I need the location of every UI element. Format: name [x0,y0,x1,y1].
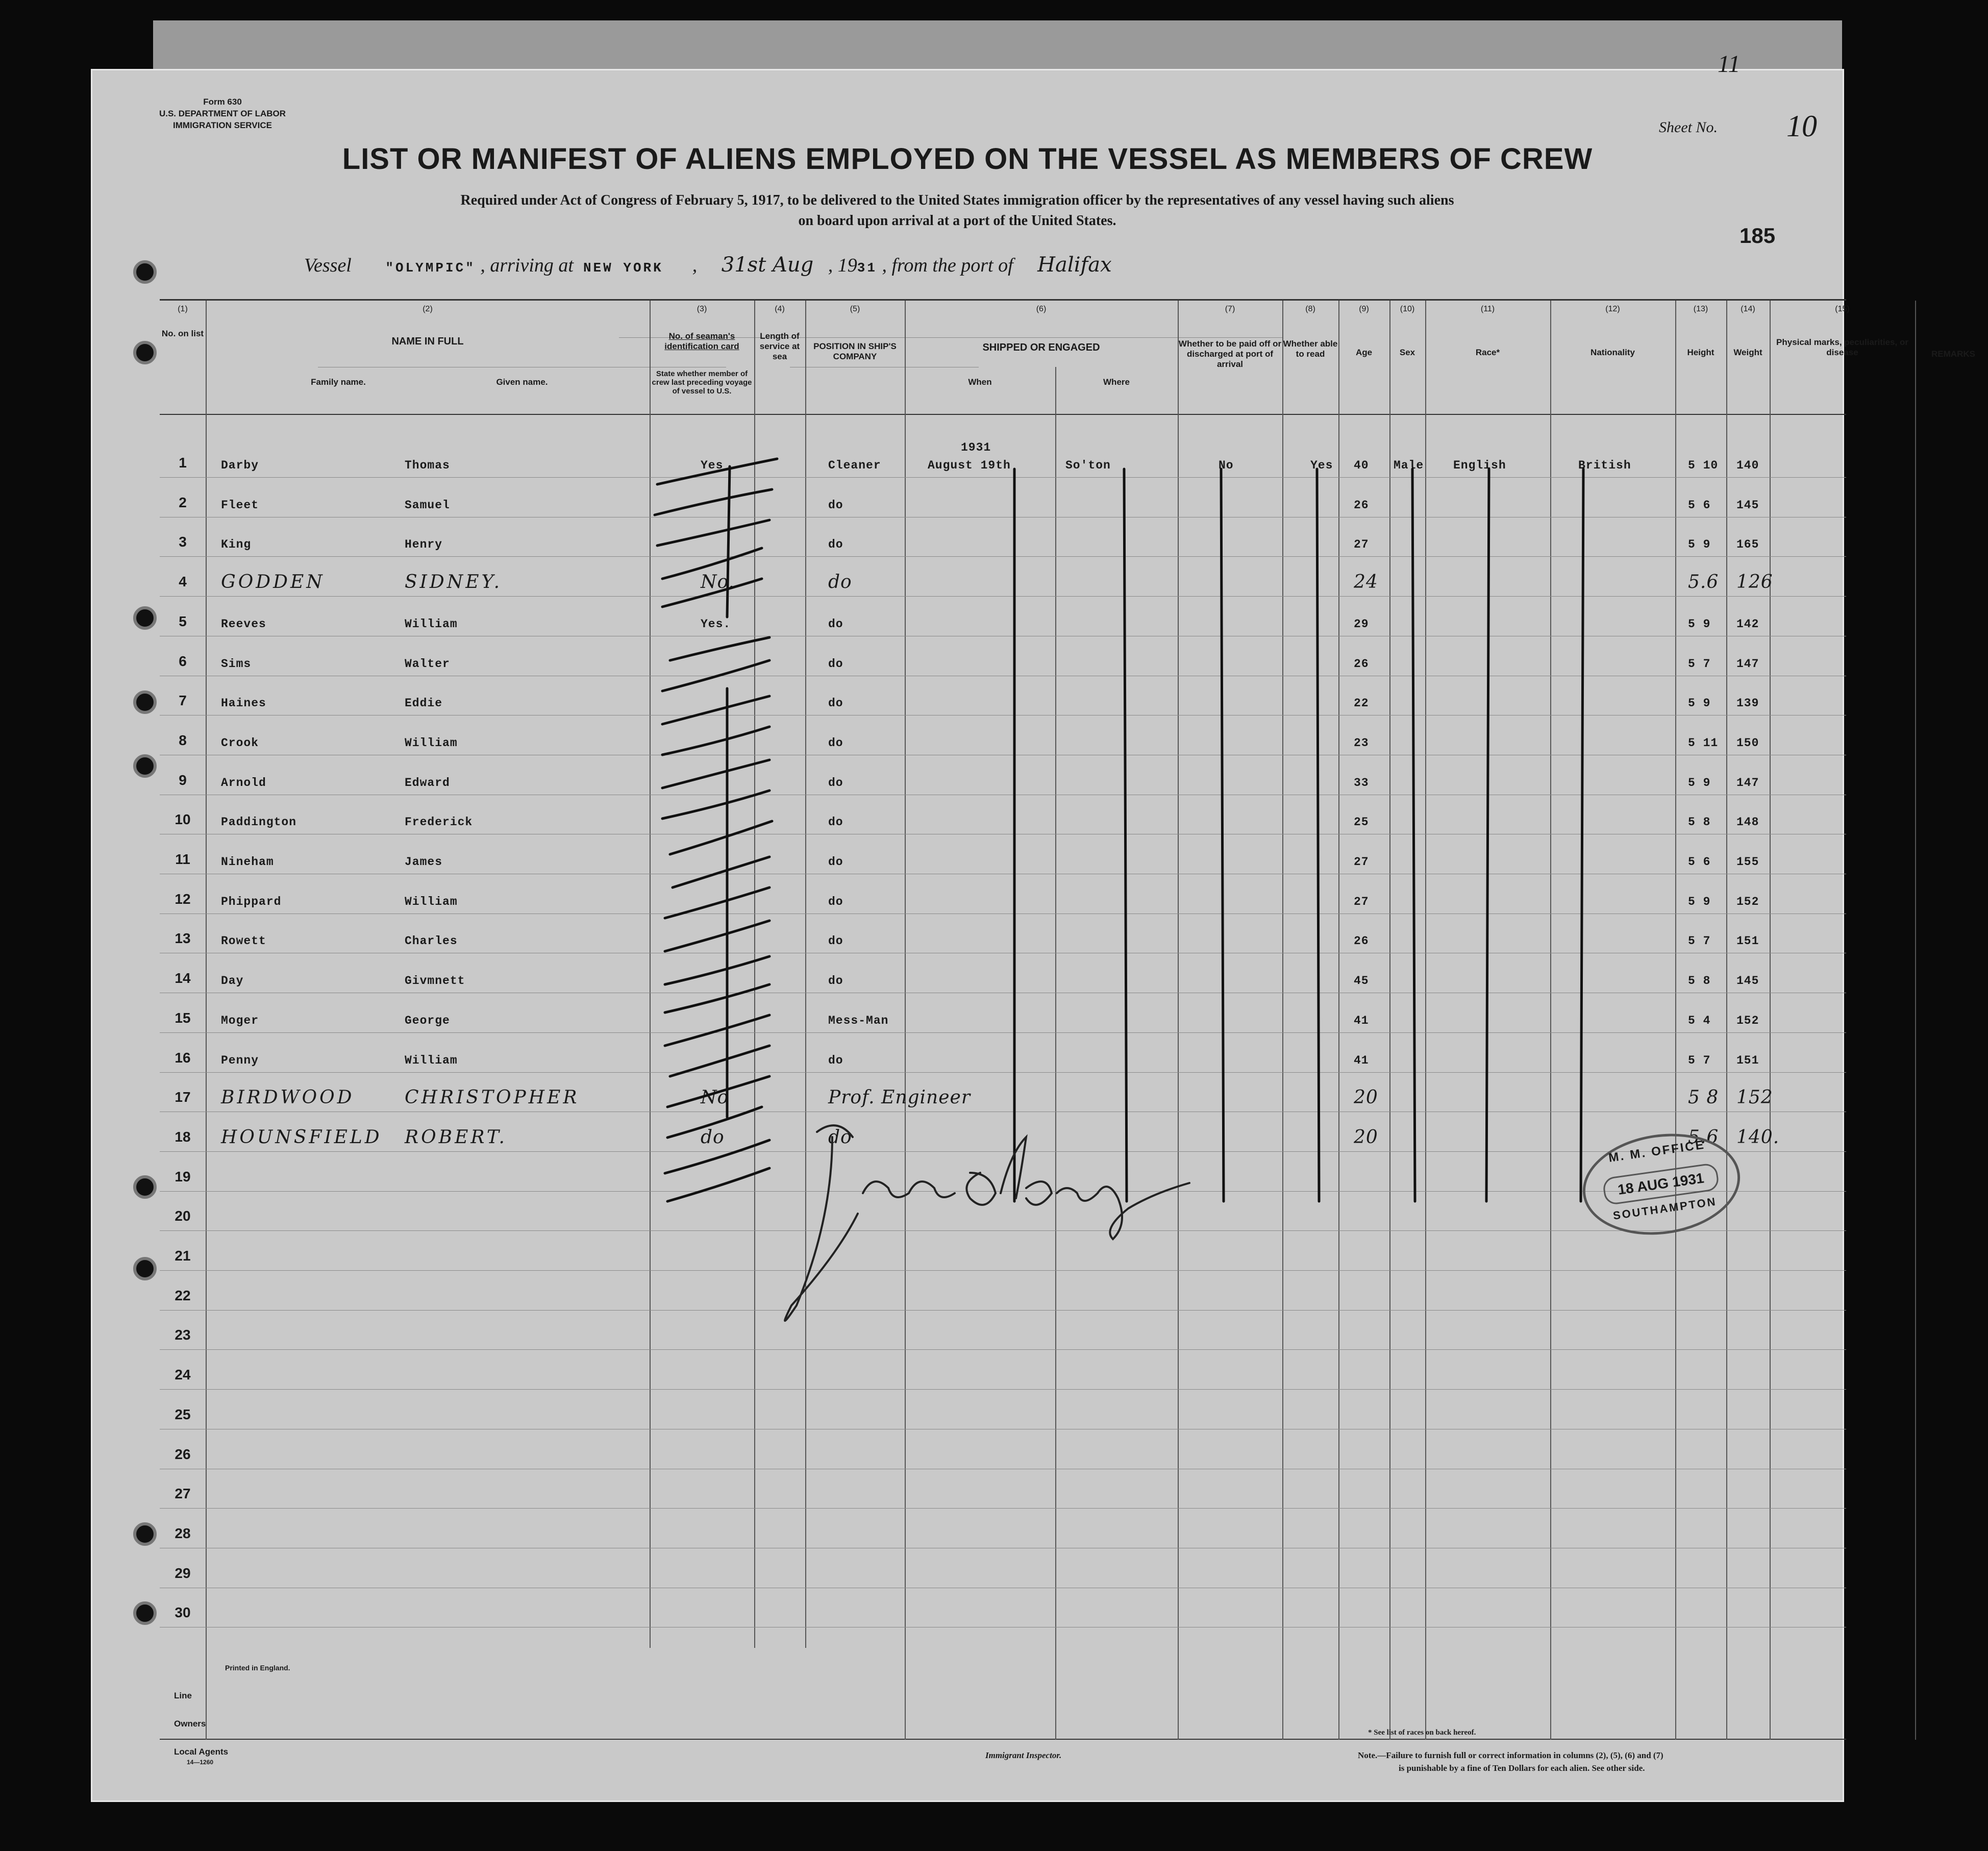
position: do [828,855,843,869]
form-number: Form 630 [203,97,242,107]
corner-mark: 11 [1718,51,1741,78]
header-paid-off: Whether to be paid off or discharged at port of arrival [1178,339,1282,369]
family-name: Rowett [221,934,266,948]
sheet-no-value: 10 [1786,109,1817,143]
sex: Male [1394,459,1424,472]
age: 22 [1354,697,1369,710]
previous-voyage: Yes. [701,617,731,631]
inspector-label: Immigrant Inspector. [985,1750,1062,1760]
position: Cleaner [828,459,881,472]
position: do [828,1053,843,1067]
position: do [828,736,843,750]
weight: 152 [1736,1014,1759,1027]
weight: 152 [1736,1087,1773,1108]
age: 24 [1354,572,1378,593]
family-name: Crook [221,736,259,750]
family-name: Sims [221,657,252,671]
row-number: 11 [175,851,190,867]
header-shipped: SHIPPED OR ENGAGED [982,342,1100,353]
position: do [828,974,843,988]
department: U.S. DEPARTMENT OF LABOR [159,109,286,118]
header-prev-voyage: State whether member of crew last preceding voyage of vessel to U.S. [652,369,752,396]
given-name: SIDNEY. [405,572,503,593]
row-number: 13 [175,930,191,947]
height: 5 9 [1688,538,1711,552]
family-name: GODDEN [221,572,325,593]
height: 5 9 [1688,776,1711,789]
previous-voyage: No [701,1087,729,1108]
given-name: ROBERT. [405,1126,507,1148]
row-number: 25 [175,1406,191,1422]
height: 5.6 [1688,572,1719,593]
header-weight: Weight [1733,348,1762,357]
given-name: George [405,1014,450,1027]
height: 5 9 [1688,697,1711,710]
height: 5 10 [1688,459,1719,472]
family-name: Nineham [221,855,274,869]
row-number: 9 [179,772,187,788]
header-age: Age [1355,348,1373,357]
previous-voyage: No. [701,572,735,593]
footer-owners: Owners [174,1719,206,1729]
given-name: Frederick [405,816,473,829]
header-race: Race* [1475,348,1500,357]
row-number: 24 [175,1367,191,1383]
row-number: 27 [175,1486,191,1502]
row-number: 22 [175,1287,191,1303]
crew-table: (1) (2) (3) (4) (5) (6) (7) (8) (9) (10) (11) (12) (13) (14) (15) No. on list NAME IN FULL Family name. Given name. No. of seaman's identification card State whether member of crew last preceding voyage of vessel to U.S. Length of service at sea POSITION IN SHIP'S COMPANY SHIPPED OR ENGAGED When Where Whether to be paid off or discharged at port of arrival Whether able to read Age Sex Race* Nationality Height Weight Physical marks, peculiarities, or disease REMARKS 1 Darby Thomas Yes Cleaner No Yes 40 Male English British 5 10 140 2 Fleet Samuel do 26 5 6 145 3 King Henry do 27 5 9 165 4 GODDEN SIDNEY. No. do 24 5.6 126 5 Reeves William Yes. do 29 5 9 142 6 Sims Walter do 26 5 7 147 7 Haines Eddie do 22 5 9 139 8 Crook William do 23 5 11 150 9 Arnold Edward do 33 5 9 147 10 Paddington Frederick do 25 5 8 148 11 Nineham James do 27 5 6 155 12 Phippard William do 27 5 9 152 13 Rowett Charles do 26 5 7 151 14 Day Givmnett do 45 5 8 145 15 Moger George Mess-Man 41 5 4 152 16 Penny William do 41 5 7 151 17 BIRDWOOD CHRISTOPHER No Prof. Engineer 20 5 8 152 18 HOUNSFIELD ROBERT. do do 20 5.6 140. 19 20 21 22 23 24 25 26 27 28 29 30 1931 August 19th So'ton [160,299,1846,1648]
header-nationality: Nationality [1591,348,1635,357]
row-number: 14 [175,970,191,986]
previous-voyage: Yes [701,459,724,472]
weight: 151 [1736,934,1759,948]
age: 33 [1354,776,1369,789]
arrival-port: NEW YORK [583,260,663,276]
header-when: When [968,377,992,387]
shipped-year: 1931 [961,441,991,454]
header-no: No. on list [161,329,204,338]
row-number: 26 [175,1446,191,1462]
given-name: William [405,736,458,750]
height: 5 6 [1688,498,1711,512]
given-name: William [405,895,458,908]
height: 5 9 [1688,895,1711,908]
row-number: 20 [175,1208,191,1224]
family-name: Haines [221,697,266,710]
row-number: 30 [175,1605,191,1621]
position: do [828,538,843,552]
height: 5 7 [1688,1053,1711,1067]
given-name: William [405,1053,458,1067]
page-number: 185 [1740,224,1776,248]
height: 5 9 [1688,617,1711,631]
position: do [828,934,843,948]
header-height: Height [1687,348,1714,357]
weight: 147 [1736,776,1759,789]
weight: 142 [1736,617,1759,631]
weight: 147 [1736,657,1759,671]
manifest-sheet [91,51,1975,1802]
given-name: Charles [405,934,458,948]
weight: 148 [1736,816,1759,829]
family-name: Penny [221,1053,259,1067]
age: 25 [1354,816,1369,829]
row-number: 16 [175,1049,191,1066]
weight: 152 [1736,895,1759,908]
row-number: 1 [179,455,187,471]
shipped-when: August 19th [928,459,1011,472]
paid-off: No [1219,459,1234,472]
subtitle: Required under Act of Congress of February 5, 1917, to be delivered to the United States immigration officer by the representatives of any vessel having such aliens on board upon arrival at a port of the United States. [460,192,1454,229]
age: 20 [1354,1126,1378,1148]
given-name: William [405,617,458,631]
family-name: Phippard [221,895,282,908]
given-name: Thomas [405,459,450,472]
row-number: 10 [175,811,191,828]
row-number: 2 [179,494,187,510]
row-number: 28 [175,1525,191,1541]
position: Prof. Engineer [828,1087,971,1108]
header-name: NAME IN FULL [391,336,464,347]
weight: 140. [1736,1126,1780,1148]
row-number: 15 [175,1009,191,1026]
age: 26 [1354,498,1369,512]
departure-port: Halifax [1037,253,1112,277]
row-number: 7 [179,693,187,709]
able-to-read: Yes [1310,459,1333,472]
weight: 145 [1736,498,1759,512]
service: IMMIGRATION SERVICE [173,120,272,130]
row-number: 4 [179,574,187,590]
given-name: CHRISTOPHER [405,1087,580,1108]
family-name: King [221,538,252,552]
position: do [828,1126,852,1148]
header-physical: Physical marks, peculiarities, or disease [1776,337,1908,357]
height: 5 7 [1688,657,1711,671]
family-name: Day [221,974,244,988]
family-name: BIRDWOOD [221,1087,355,1108]
row-number: 29 [175,1565,191,1581]
sheet-no-label: Sheet No. [1659,119,1718,136]
given-name: Walter [405,657,450,671]
height: 5 8 [1688,1087,1719,1108]
age: 41 [1354,1014,1369,1027]
family-name: Arnold [221,776,266,789]
age: 45 [1354,974,1369,988]
shipped-where: So'ton [1065,459,1111,472]
penalty-note: Note.—Failure to furnish full or correct information in columns (2), (5), (6) and (7) [1358,1750,1663,1760]
height: 5 4 [1688,1014,1711,1027]
page-title: LIST OR MANIFEST OF ALIENS EMPLOYED ON THE VESSEL AS MEMBERS OF CREW [342,142,1593,176]
header-family: Family name. [311,377,366,387]
row-number: 3 [179,534,187,550]
family-name: Paddington [221,816,297,829]
header-position: POSITION IN SHIP'S COMPANY [813,341,897,361]
office-stamp: M. M. OFFICE 18 AUG 1931 SOUTHAMPTON [1576,1124,1747,1244]
header-where: Where [1103,377,1130,387]
row-number: 8 [179,732,187,748]
age: 27 [1354,855,1369,869]
age: 40 [1354,459,1369,472]
position: Mess-Man [828,1014,889,1027]
footer-agents: Local Agents [174,1747,229,1757]
given-name: Samuel [405,498,450,512]
age: 27 [1354,538,1369,552]
family-name: HOUNSFIELD [221,1126,382,1148]
age: 41 [1354,1053,1369,1067]
vessel-line: Vessel "OLYMPIC" , arriving at NEW YORK , 31st Aug , 1931 , from the port of Halifax [304,253,1112,277]
header-given: Given name. [496,377,548,387]
header-id-card: No. of seaman's identification card [664,331,739,351]
age: 23 [1354,736,1369,750]
family-name: Fleet [221,498,259,512]
given-name: Henry [405,538,443,552]
weight: 165 [1736,538,1759,552]
height: 5 11 [1688,736,1719,750]
height: 5 8 [1688,974,1711,988]
header-sex: Sex [1399,348,1415,357]
weight: 155 [1736,855,1759,869]
weight: 139 [1736,697,1759,710]
age: 26 [1354,934,1369,948]
position: do [828,572,852,593]
position: do [828,657,843,671]
position: do [828,776,843,789]
family-name: Darby [221,459,259,472]
header-remarks: REMARKS [1931,349,1975,359]
position: do [828,617,843,631]
printed-in: Printed in England. [225,1664,290,1672]
race-note: * See list of races on back hereof. [1368,1729,1476,1737]
weight: 126 [1736,572,1773,593]
position: do [828,697,843,710]
header-read: Whether able to read [1283,339,1338,359]
footer-line: Line [174,1691,192,1700]
weight: 145 [1736,974,1759,988]
height: 5 6 [1688,855,1711,869]
row-number: 21 [175,1248,191,1264]
given-name: Givmnett [405,974,465,988]
row-number: 19 [175,1168,191,1184]
age: 20 [1354,1087,1378,1108]
age: 29 [1354,617,1369,631]
form-code: 14—1260 [187,1759,214,1766]
penalty-note-2: is punishable by a fine of Ten Dollars for each alien. See other side. [1399,1763,1645,1773]
row-number: 17 [175,1089,191,1105]
row-number: 5 [179,613,187,629]
arrival-date: 31st Aug [721,253,814,277]
position: do [828,498,843,512]
previous-voyage: do [701,1126,725,1148]
height: 5.6 [1688,1126,1719,1148]
vessel-name: "OLYMPIC" [385,260,476,276]
weight: 150 [1736,736,1759,750]
height: 5 7 [1688,934,1711,948]
age: 26 [1354,657,1369,671]
signature [92,70,1843,1800]
row-number: 12 [175,891,191,907]
given-name: James [405,855,443,869]
position: do [828,895,843,908]
nationality: British [1578,459,1631,472]
age: 27 [1354,895,1369,908]
row-number: 23 [175,1327,191,1343]
family-name: Reeves [221,617,266,631]
family-name: Moger [221,1014,259,1027]
weight: 151 [1736,1053,1759,1067]
header-service: Length of service at sea [759,331,800,361]
position: do [828,816,843,829]
weight: 140 [1736,459,1759,472]
given-name: Eddie [405,697,443,710]
race: English [1453,459,1506,472]
given-name: Edward [405,776,450,789]
row-number: 18 [175,1128,191,1145]
height: 5 8 [1688,816,1711,829]
row-number: 6 [179,653,187,669]
